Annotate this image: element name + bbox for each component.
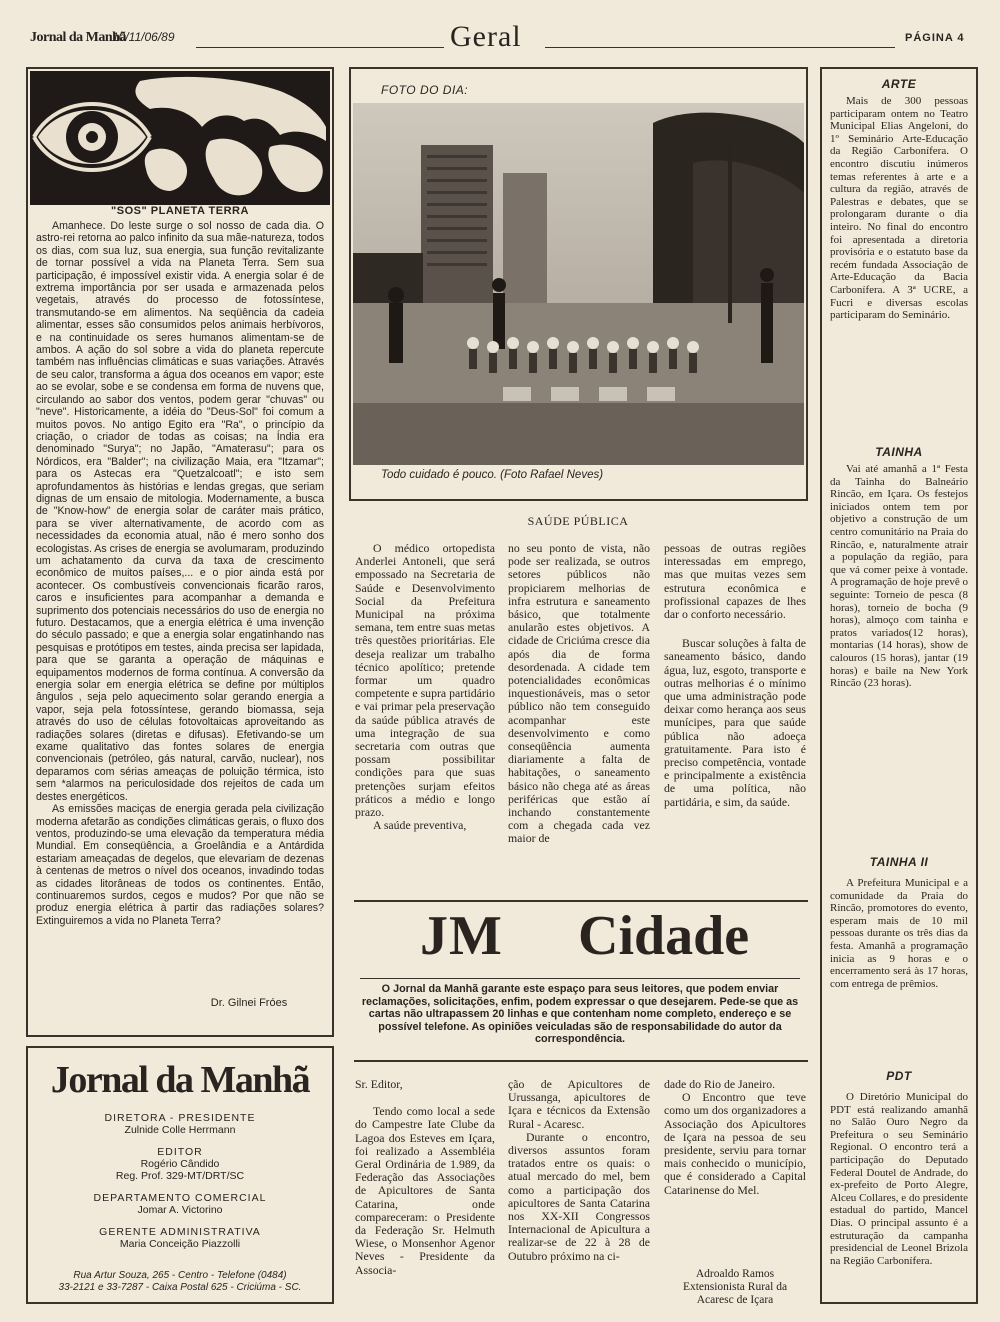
letter-salutation: Sr. Editor, xyxy=(355,1077,403,1091)
sos-article-box xyxy=(26,67,334,1037)
staff-role-name: Rogério Cândido xyxy=(140,1158,220,1170)
saude-col-1 xyxy=(355,542,495,832)
saude-col-3 xyxy=(664,542,806,809)
sos-body xyxy=(36,220,324,927)
staff-box xyxy=(26,1046,334,1304)
saude-paragraph: Buscar soluções à falta de saneamento básico, dando água, luz, esgoto, transporte e outras melhorias é o mínimo que uma administração pode deixar como herança aos seus munícipes, para que saúde pública não adoeça gratuitamente. Para isto é preciso competência, vontade e principalmente a existência de uma política, não partidária, e sim, da saúde. xyxy=(664,636,806,809)
saude-paragraph: pessoas de outras regiões interessadas em emprego, mas que muitas vezes sem estrutura econômica e profissional capazes de lhes dar o conforto necessário. xyxy=(664,541,806,622)
letter-col-3 xyxy=(664,1078,806,1197)
staff-address-line: 33-2121 e 33-7287 - Caixa Postal 625 - Criciúma - SC. xyxy=(58,1282,302,1293)
sidebar-pdt-text xyxy=(830,1091,968,1267)
staff-role-name: Jomar A. Victorino xyxy=(137,1204,223,1216)
sidebar-arte-title: ARTE xyxy=(881,77,917,91)
saude-paragraph: A saúde preventiva, xyxy=(373,818,467,833)
letter-signature-name: Adroaldo Ramos xyxy=(695,1268,775,1280)
jm-cidade-rule-bottom xyxy=(354,1060,808,1062)
street-crossing-photo xyxy=(353,103,804,465)
sos-paragraph: Amanhece. Do leste surge o sol nosso de cada dia. O astro-rei retorna ao palco infinito da sua mãe-natureza, todos os dias, com sua luz, sua energia, sua função revitalizante de tornar possível a vida na Planeta Terra. Sem sua participação, é impossível existir vida. A energia solar é de extrema importância por ser usada e armazenada pelos vegetais, através do processo de fotossíntese, transmutando-se em alimentos. Na seqüência da cadeia alimentar, esses são consumidos pelos animais herbívoros, e na continuidade os seres humanos alimentam-se de ambos. A ação do sol sobre a vida do planeta repercute também nas influências climáticas e suas variações. Através de seu calor, transforma a água dos oceanos em vapor; este ao se evolar, sobe e se condensa em forma de nuvens que, circulando ao sabor dos ventos, podem gerar "chuvas" ou "neve". Historicamente, a idéia do "Deus-Sol" foi comum a muitos povos. No antigo Egito era "Ra", o princípio da criação, o criador de todas as coisas; na Índia era denominado "Surya"; no Japão, "Amaterasu"; para os Nórdicos, era "Balder"; na civilização Maia, era "Itzamar"; para os Astecas era "Quetzalcoatl"; e isto sem aprofundamentos às histórias e lendas gregas, que seriam dignas de um ensaio de mitologia. Modernamente, a busca de "Know-how" de energia solar de caráter mais prático, para se viver alternativamente, de acordo com as necessidades da economia atual, não é mero sonho dos ecologistas. As crises de energia se avolumaram, produzindo um achatamento da curva da taxa de crescimento econômico de muitos países,... e o pior ainda está por acontecer. Os combustíveis convencionais ficarão raros, caros e insuficientes para acompanhar a demanda e suprimento dos potenciais necessários do uso de energia no futuro. Destacamos, que a energia elétrica é uma invenção do século passado; e que a energia solar engatinhando nas pesquisas e protótipos em testes, ainda precisa ser lapidada, para que se garanta a operação de máquinas e equipamentos modernos de forma contínua. A conversão da energia solar em energia elétrica se define por múltiplos ângulos , seja pelo aquecimento solar gerando energia a vapor, seja pela fotossíntese, gerando biomassa, seja através do uso de células fotovoltaicas aproveitando as radiações solares (diretas e difusas). Efetivando-se um exame qualitativo das fontes solares de energia convencionais (petróleo, gás natural, carvão, nuclear), nos deparamos com sérias ameaças de poluição térmica, isto sem *alarmos na periculosidade dos rejeitos de cada um destes energéticos. xyxy=(36,220,324,803)
masthead-paper-name: Jornal da Manhã xyxy=(30,30,126,45)
staff-roles xyxy=(28,1112,332,1250)
sidebar-arte-paragraph: Mais de 300 pessoas participaram ontem no Teatro Municipal Elias Angeloni, do 1º Seminário Arte-Educação da Região Carbonífera. O encontro discutiu inúmeros temas referentes à arte e a cultura da região, através de Palestras e debates, que se prolongaram durante o dia inteiro. No final do encontro foi apresentada a diretoria provisória e o estatuto base da recém fundada Associação de Arte-Educação da Bacia Carbonífera. A 3ª UCRE, a Fucri e diversas escolas participaram do Seminário. xyxy=(830,95,968,322)
masthead-rule-right xyxy=(545,47,895,48)
sos-author: Dr. Gilnei Fróes xyxy=(210,997,288,1009)
staff-role-extra: Reg. Prof. 329-MT/DRT/SC xyxy=(115,1170,245,1182)
staff-address-line: Rua Artur Souza, 265 - Centro - Telefone (0484) xyxy=(73,1270,287,1281)
saude-title: SAÚDE PÚBLICA xyxy=(527,514,629,528)
letter-signature-role: Acaresc de Içara xyxy=(696,1294,774,1306)
saude-col-2 xyxy=(508,542,650,846)
staff-role-name: Maria Conceição Piazzolli xyxy=(119,1238,241,1250)
sidebar-pdt-paragraph: O Diretório Municipal do PDT está realizando amanhã no Salão Ouro Negro da Prefeitura o seu Seminário Regional. O encontro terá a participação do Deputado Federal Doutel de Andrade, do ex-prefeito de Porto Alegre, Alceu Collares, e do presidente estadual do partido, Mancel Dias. O principal assunto é a estruturação da campanha presidencial de Leonel Brizola na Região Carbonífera. xyxy=(830,1091,968,1267)
sidebar-tainha2-paragraph: A Prefeitura Municipal e a comunidade da Praia do Rincão, promotores do evento, esperam mais de 10 mil pessoas durante os três dias da festa. Amanhã a programação inicia as 9 horas e o encerramento será às 17 horas, com entrega de prêmios. xyxy=(830,877,968,990)
sos-paragraph: As emissões maciças de energia gerada pela civilização moderna afetarão as condições climáticas gerais, o fluxo dos ventos, produzindo-se uma elevação da temperatura média Mundial. Em conseqüência, a Groelândia e a Antárdida estariam ameaçadas de degelos, que elevariam de dezenas à centenas de metros o nível dos oceanos, invadindo todas as cidades litorâneas de todos os continentes. Então, continuaremos surdos, cegos e mudos? Por que não se produz energia elétrica à partir das radiações solares? Extinguiremos a vida no Planeta Terra? xyxy=(36,803,324,927)
jm-cidade-right: Cidade xyxy=(578,905,750,967)
staff-role-title: DIRETORA - PRESIDENTE xyxy=(104,1112,256,1124)
sidebar-tainha-text xyxy=(830,463,968,690)
letter-signature-role: Extensionista Rural da xyxy=(682,1281,788,1293)
saude-paragraph: O médico ortopedista Anderlei Antoneli, que será empossado na Secretaria de Saúde e Desenvolvimento Social da Prefeitura Municipal na próxima semana, tem entre suas metas três questões prioritárias. Ele deseja realizar um trabalho técnico apolítico; pretende formar um quadro competente e supra partidário e vai primar pela preservação da saúde pública através de uma integração de sua secretaria com outras que possam possibilitar condições para que suas pretenções surjam efeitos práticos a médio e longo prazo. xyxy=(355,541,495,820)
letter-paragraph: O Encontro que teve como um dos organizadores a Associação dos Apicultores de Içara na pessoa de seu presidente, serviu para tornar mais conhecido o município, que é considerado a Capital Catarinense do Mel. xyxy=(664,1090,806,1197)
sos-title: "SOS" PLANETA TERRA xyxy=(111,205,249,217)
staff-address xyxy=(28,1270,332,1294)
sidebar-tainha2-text xyxy=(830,877,968,990)
photo-image xyxy=(353,103,804,465)
staff-paper-logo: Jornal da Manhã xyxy=(50,1059,310,1101)
staff-role-title: EDITOR xyxy=(157,1146,203,1158)
photo-caption: Todo cuidado é pouco. (Foto Rafael Neves) xyxy=(381,469,604,481)
section-title: Geral xyxy=(450,20,522,53)
masthead-rule-left xyxy=(196,47,444,48)
staff-role-title: DEPARTAMENTO COMERCIAL xyxy=(93,1192,267,1204)
letter-paragraph: ção de Apicultores de Urussanga, apicultores de Içara e técnicos da Extensão Rural - Acaresc. xyxy=(508,1077,650,1131)
letter-col-2 xyxy=(508,1078,650,1263)
sidebar-tainha2-title: TAINHA II xyxy=(869,855,929,869)
photo-label: FOTO DO DIA: xyxy=(381,83,469,97)
jm-cidade-rule-mid xyxy=(360,978,800,979)
eye-globe-illustration xyxy=(30,71,330,205)
page-number: PÁGINA 4 xyxy=(905,32,965,44)
saude-paragraph: no seu ponto de vista, não pode ser realizada, se outros setores públicos não propiciarem melhorias de infra estrutura e saneamento básico, que totalmente anularão estes objetivos. A cidade de Criciúma cresce dia após dia de forma desordenada. A cidade tem potencialidades econômicas inquestionáveis, mas o setor público não tem conseguido acompanhar este desenvolvimento e como conseqüência aumenta diariamente a falta de habitações, o saneamento básico não chega até as áreas periféricas que estão aí inchando constantemente com a chegada cada vez maior de xyxy=(508,541,650,846)
sidebar-tainha-paragraph: Vai até amanhã a 1ª Festa da Tainha do Balneário Rincão, em Içara. Os festejos iniciados ontem tem por objetivo a construção de um centro comunitário na Praia do Rincão, e, naturalmente atrair a população da região, para que vá comer peixe à vontade. A programação de hoje prevê o seguinte: Torneio de pesca (8 horas), torneio de bocha (9 horas), almoço com tainha e pratos variados(12 horas), montarias (14 horas), show de calouros (15 horas), jantar (19 horas) e baile na New York Rincão (23 horas). xyxy=(830,463,968,690)
staff-role-name: Zulnide Colle Herrmann xyxy=(124,1124,236,1136)
letter-paragraph: Tendo como local a sede do Campestre Iate Clube da Lagoa dos Esteves em Içara, foi realizado a Assembléia Geral Ordinária de 1.989, da Federação das Associações de Apicultores de Santa Catarina, onde compareceram: o Presidente da Federação Sr. Helmuth Wiese, o Monsenhor Agenor Neves - Presidente da Associa- xyxy=(355,1104,495,1277)
jm-cidade-left: JM xyxy=(420,905,503,967)
staff-role-title: GERENTE ADMINISTRATIVA xyxy=(99,1226,261,1238)
masthead-date: 10/11/06/89 xyxy=(112,30,175,44)
sidebar-box xyxy=(820,67,978,1304)
letter-signature xyxy=(664,1268,806,1307)
letter-paragraph: Durante o encontro, diversos assuntos foram tratados entre os quais: o atual mercado do mel, bem como a participação dos apicultores de Santa Catarina nos XX-XII Congressos Internacional de Apicultura a realizar-se de 22 à 28 de Outubro próximo na ci- xyxy=(508,1129,650,1263)
jm-cidade-rule-top xyxy=(354,900,808,902)
sidebar-arte-text xyxy=(830,95,968,322)
sidebar-tainha-title: TAINHA xyxy=(875,445,923,459)
jm-cidade-notice: O Jornal da Manhã garante este espaço para seus leitores, que podem enviar reclamações, solicitações, enfim, podem expressar o que desejarem. Pede-se que as cartas não ultrapassem 20 linhas e que contenham nome completo, endereço e se possível telefone. As opiniões veiculadas são de responsabilidade do autor da correspondência. xyxy=(361,983,799,1046)
letter-col-1 xyxy=(355,1078,495,1277)
photo-box xyxy=(349,67,808,501)
letter-paragraph: dade do Rio de Janeiro. xyxy=(664,1077,776,1091)
sidebar-pdt-title: PDT xyxy=(886,1069,912,1083)
